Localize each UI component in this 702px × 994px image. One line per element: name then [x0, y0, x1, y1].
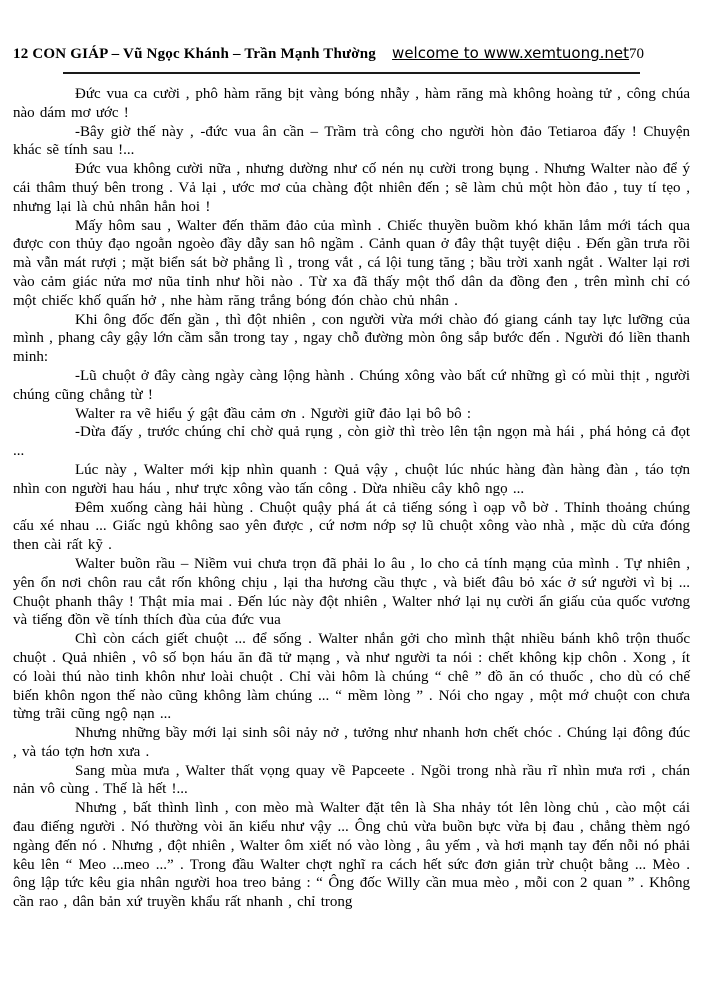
paragraph: Chì còn cách giết chuột ... để sống . Walter nhắn gởi cho mình thật nhiều bánh khô trộn thuốc chuột . Quả nhiên , vô số bọn háu ăn đã tử mạng , và như người ta nói : chết không kịp chôn . Xong , ít có loài thú nào tinh khôn như loài chuột . Chỉ vài hôm là chúng “ chê ” đồ ăn có thuốc , cho dù có chế biến khôn ngon thế nào cũng không làm chúng ... “ mềm lòng ” . Nói cho ngay , một mớ chuột con chưa từng trãi cũng ngộ nạn ... — [13, 631, 690, 723]
website-link[interactable]: welcome to www.xemtuong.net — [392, 44, 629, 62]
document-title: 12 CON GIÁP – Vũ Ngọc Khánh – Trần Mạnh Thường — [13, 46, 376, 62]
paragraph: Mấy hôm sau , Walter đến thăm đảo của mình . Chiếc thuyền buồm khó khăn lắm mới tách qua được con thủy đạo ngoằn ngoèo đầy dẫy san hô ngầm . Cảnh quan ở đây thật tuyệt diệu . Đến gần trưa rồi mà vẫn mát rượi ; mặt biển sát bờ phẳng lì , trong vắt , cá lội tung tăng ; bầu trời xanh ngắt . Walter lại rơi vào cảm giác nửa mơ nũa tỉnh như hồi nào . Từ xa đã thấy một thổ dân da đồng đen , trên mình chỉ có một chiếc khố quấn hở , nhe hàm răng trắng bóng đón chào chủ nhân . — [13, 217, 690, 309]
document-body — [0, 85, 702, 912]
page-header — [0, 0, 702, 63]
paragraph: Walter ra vẽ hiểu ý gật đầu cảm ơn . Người giữ đảo lại bô bô : — [75, 405, 472, 422]
header-right — [392, 44, 644, 63]
paragraph: Đức vua không cười nữa , nhưng dường như cố nén nụ cười trong bụng . Nhưng Walter nào để ý cái thâm thuý bên trong . Vả lại , ước mơ của chàng đột nhiên đến ; sẽ làm chủ một hòn đảo , tuy tí tẹo , nhưng lại là chủ nhân hẳn hoi ! — [13, 161, 690, 215]
paragraph: Lúc này , Walter mới kịp nhìn quanh : Quả vậy , chuột lúc nhúc hàng đàn hàng đàn , táo tợn nhìn con người hau háu , như trực xông vào tấn công . Dừa nhiều cây khô ngọ ... — [13, 461, 690, 497]
paragraph: Đêm xuống càng hải hùng . Chuột quậy phá át cả tiếng sóng ì oạp vỗ bờ . Thỉnh thoảng chúng cấu xé nhau ... Giấc ngủ không sao yên được , cứ nơm nớp sợ lũ chuột xông vào nhà , mặc dù cửa đóng then cài rất kỹ . — [13, 499, 690, 554]
paragraph: -Bây giờ thế này , -đức vua ân cần – Trầm trà công cho người hòn đảo Tetiaroa đấy ! Chuyện khác sẽ tính sau !... — [13, 123, 690, 159]
paragraph: Nhưng , bất thình lình , con mèo mà Walter đặt tên là Sha nhảy tót lên lòng chủ , cào một cái đau điếng người . Nó thường vòi ăn kiểu như vậy ... Ông chủ vừa buồn bực vừa bị đau , chẳng thèm ngó ngàng đến nó . Nhưng , đột nhiên , Walter ôm xiết nó vào lòng , âu yếm , và hơi mạnh tay đến nỗi nó phải kêu lên “ Meo ...meo ...” . Trong đầu Walter chợt nghĩ ra cách hết sức đơn giản trừ chuột bằng ... Mèo . ông lập tức kêu gia nhân người hoa treo bảng : “ Ông đốc Willy cần mua mèo , mỗi con 2 quan ” . Không cần rao , dân bản xứ truyền khẩu rất nhanh , chỉ trong — [13, 800, 690, 911]
paragraph: -Lũ chuột ở đây càng ngày càng lộng hành . Chúng xông vào bất cứ những gì có mùi thịt , người chúng cũng chẳng từ ! — [13, 367, 690, 403]
paragraph: Nhưng những bầy mới lại sinh sôi nảy nở , tưởng như nhanh hơn chết chóc . Chúng lại đông đúc , và táo tợn hơn xưa . — [13, 725, 690, 760]
paragraph: Đức vua ca cười , phô hàm răng bịt vàng bóng nhẫy , hàm răng mà không hoàng tử , công chúa nào dám mơ ước ! — [13, 86, 690, 121]
paragraph: Walter buồn rầu – Niềm vui chưa trọn đã phải lo âu , lo cho cả tính mạng của mình . Tự nhiên , yên ổn nơi chôn rau cắt rốn không chịu , lại tha hương cầu thực , và biết đâu bỏ xác ở sứ người vì bị ... Chuột phanh thây ! Thật mỉa mai . Đến lúc này đột nhiên , Walter nhớ lại nụ cười ẩn giấu của quốc vương và tiếng đồn về tính thích đùa của đức vua — [13, 555, 690, 629]
header-divider — [63, 72, 640, 74]
paragraph: Khi ông đốc đến gần , thì đột nhiên , con người vừa mới chào đó giang cánh tay lực lưỡng của mình , phang cây gậy lớn cầm sẵn trong tay , ngay chỗ đường mòn ông sắp bước đến . Người đó liền thanh minh: — [13, 311, 690, 366]
paragraph: -Dừa đấy , trước chúng chỉ chờ quả rụng , còn giờ thì trèo lên tận ngọn mà hái , phá hỏng cả đọt ... — [13, 424, 690, 460]
paragraph: Sang mùa mưa , Walter thất vọng quay về Papceete . Ngồi trong nhà rầu rĩ nhìn mưa rơi , chán nản vô cùng . Thế là hết !... — [13, 762, 690, 798]
page-number: 70 — [629, 46, 644, 62]
